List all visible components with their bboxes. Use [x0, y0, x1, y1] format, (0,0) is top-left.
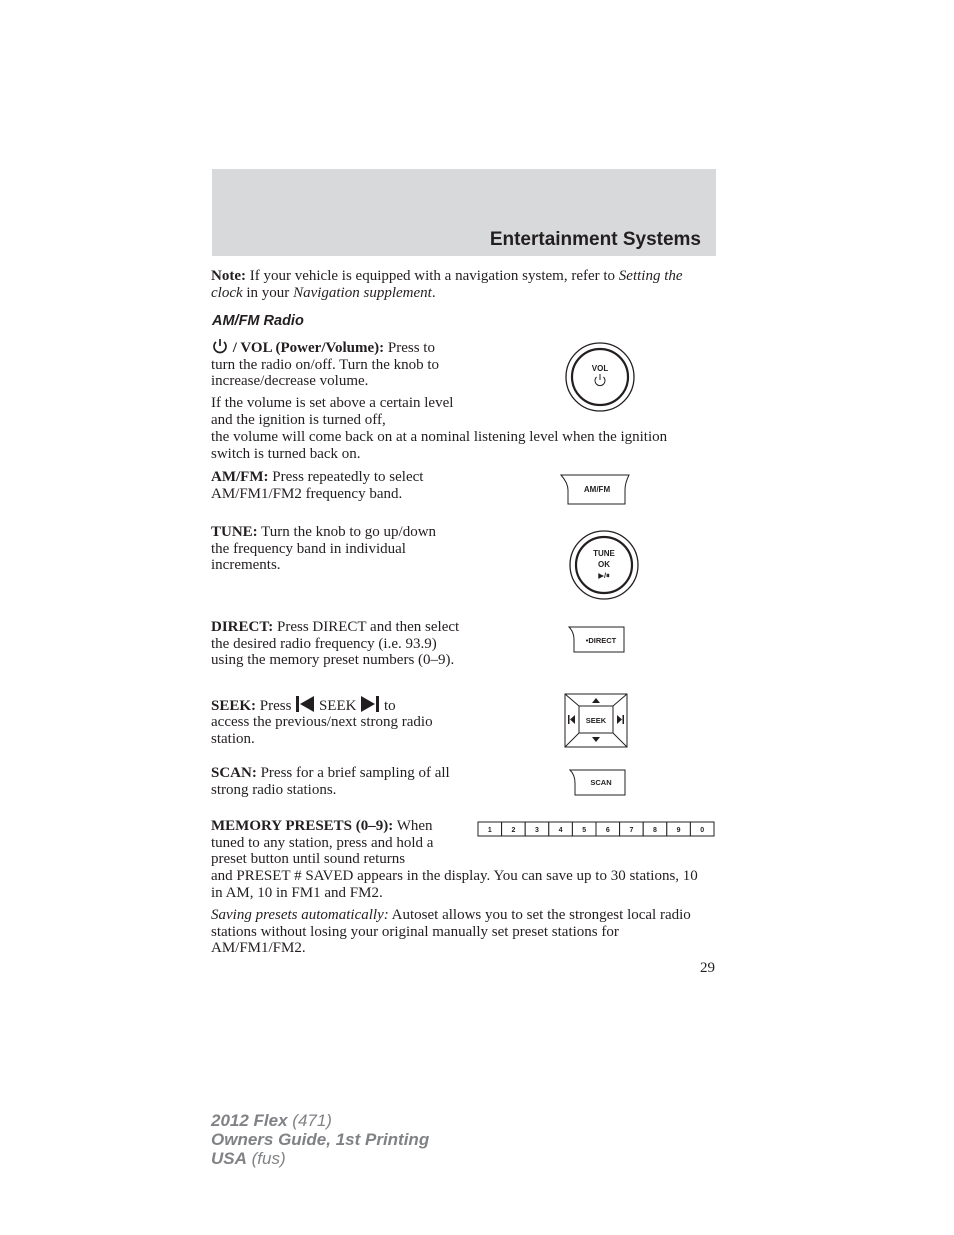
amfm-text: Press repeatedly to select AM/FM1/FM2 frequency band. — [211, 469, 424, 502]
page-number: 29 — [700, 960, 715, 976]
note-italic-clock: Setting the clock — [211, 268, 683, 301]
scan-paragraph — [211, 765, 466, 798]
power-vol-paragraph — [211, 338, 461, 390]
tune-text: Turn the knob to go up/down the frequency band in individual increments. — [211, 524, 437, 574]
scan-text: Press for a brief sampling of all strong radio stations. — [211, 765, 450, 798]
document-footer — [211, 1111, 429, 1168]
amfm-label: AM/FM: — [211, 469, 269, 485]
direct-label: DIRECT: — [211, 619, 274, 635]
preset-button-label: 7 — [629, 827, 634, 834]
vol-knob-figure — [562, 340, 638, 414]
autoset-italic: Saving presets automatically: — [211, 907, 389, 923]
footer-region: USA — [211, 1149, 247, 1168]
tune-label: TUNE: — [211, 524, 258, 540]
volume-note-a: If the volume is set above a certain level and the ignition is turned off, — [211, 395, 454, 428]
presets-text: When tuned to any station, press and hold a preset button until sound returns — [211, 818, 434, 868]
power-vol-label: / VOL (Power/Volume): — [229, 340, 385, 356]
power-vol-text: Press to turn the radio on/off. Turn the knob to increase/decrease volume. — [211, 340, 440, 390]
direct-button-figure — [568, 626, 626, 654]
preset-button-label: 5 — [582, 827, 587, 834]
seek-button-label: SEEK — [585, 716, 607, 725]
seek-next-icon — [360, 695, 380, 713]
seek-prev-icon — [295, 695, 315, 713]
note-text: in your — [242, 284, 294, 301]
autoset-paragraph — [211, 907, 701, 957]
direct-paragraph — [211, 619, 461, 669]
section-title: Entertainment Systems — [489, 229, 701, 250]
preset-button-label: 0 — [700, 827, 705, 834]
seek-text: SEEK — [315, 698, 361, 714]
preset-button-label: 6 — [605, 827, 610, 834]
section-header — [212, 169, 716, 256]
subheading-amfm-radio: AM/FM Radio — [212, 313, 304, 329]
seek-paragraph — [211, 695, 466, 715]
footer-region-code: (fus) — [246, 1149, 286, 1168]
direct-text: Press DIRECT and then select the desired radio frequency (i.e. 93.9) using the memory preset numbers (0–9). — [211, 619, 460, 669]
amfm-button-label: AM/FM — [583, 485, 611, 494]
tune-knob-figure — [567, 528, 641, 602]
preset-buttons-figure — [477, 821, 717, 838]
note-text: . — [431, 284, 436, 301]
ok-knob-label: OK — [598, 560, 610, 569]
seek-left-bar — [568, 715, 570, 724]
footer-model: 2012 Flex — [211, 1111, 288, 1130]
scan-button-figure — [569, 769, 627, 797]
seek-button-figure — [564, 693, 630, 749]
presets-paragraph — [211, 818, 466, 868]
seek-paragraph-cont: access the previous/next strong radio station. — [211, 714, 433, 747]
footer-line-2: Owners Guide, 1st Printing — [211, 1130, 430, 1149]
autoset-text: Autoset allows you to set the strongest local radio stations without losing your original manually set preset stations for AM/FM1/FM2. — [211, 907, 691, 957]
direct-button-label: •DIRECT — [585, 636, 617, 645]
vol-knob-label: VOL — [591, 364, 609, 373]
volume-note-b: the volume will come back on at a nominal listening level when the ignition switch is turned back on. — [211, 429, 668, 462]
footer-model-code: (471) — [287, 1111, 332, 1130]
seek-label: SEEK: — [211, 698, 257, 714]
seek-text: to — [380, 698, 396, 714]
preset-button-label: 3 — [535, 827, 539, 834]
preset-button-label: 4 — [558, 827, 563, 834]
seek-right-bar — [623, 715, 625, 724]
play-pause-label: ▶/⏸ — [598, 571, 610, 580]
note-text: If your vehicle is equipped with a navigation system, refer to — [245, 268, 619, 284]
footer-line-3 — [211, 1149, 429, 1168]
preset-button-label: 8 — [653, 827, 657, 834]
presets-paragraph-cont: and PRESET # SAVED appears in the display. You can save up to 30 stations, 10 in AM, 10 in FM1 and FM2. — [211, 868, 698, 901]
amfm-paragraph — [211, 469, 461, 502]
preset-button-label: 2 — [511, 827, 516, 834]
preset-button-label: 9 — [676, 827, 681, 834]
tune-paragraph — [211, 524, 451, 574]
note-italic-nav: Navigation supplement — [293, 284, 432, 301]
preset-button-label: 1 — [487, 827, 492, 834]
tune-knob-label: TUNE — [593, 549, 615, 558]
amfm-button-figure — [560, 474, 632, 506]
scan-label: SCAN: — [211, 765, 257, 781]
scan-button-label: SCAN — [590, 778, 612, 787]
seek-text: Press — [256, 698, 296, 714]
presets-label: MEMORY PRESETS (0–9): — [211, 818, 394, 834]
note-paragraph — [211, 268, 686, 301]
power-icon — [211, 338, 229, 355]
footer-line-1 — [211, 1111, 429, 1130]
note-label: Note: — [211, 268, 246, 284]
